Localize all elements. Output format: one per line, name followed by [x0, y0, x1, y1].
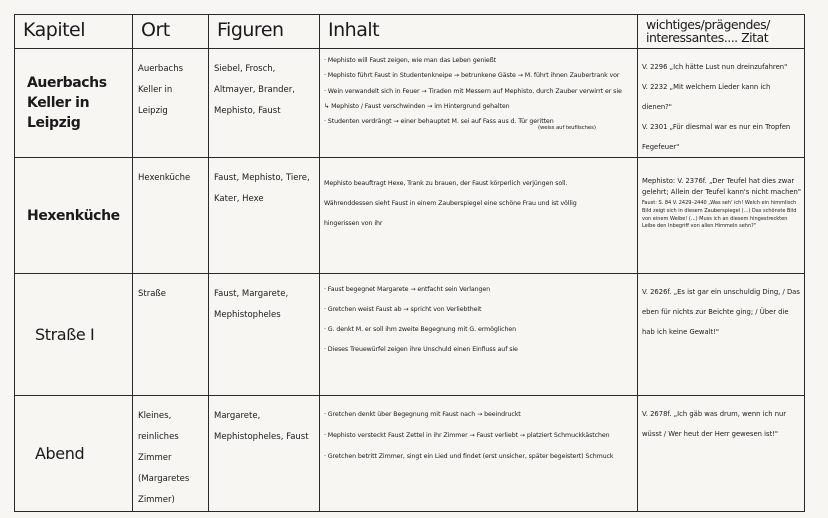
zitat-line: V. 2626f. „Es ist gar ein unschuldig Ding, / Das eben für nichts zur Beichte ging; / Über die hab ich keine Gewalt!" — [642, 288, 800, 336]
zitat-cell — [638, 396, 805, 512]
header-row — [15, 15, 805, 49]
table-row — [15, 396, 805, 512]
inhalt-line: · Wein verwandelt sich in Feuer → Tiraden mit Messern auf Mephisto, durch Zauber verwirrt er sie — [324, 87, 622, 95]
header-zitat-line1: wichtiges/prägendes/ — [646, 17, 770, 32]
zitat-line: V. 2296 „Ich hätte Lust nun dreinzufahren" — [642, 63, 788, 71]
table-row — [15, 158, 805, 274]
header-kapitel: Kapitel — [15, 15, 133, 49]
header-inhalt: Inhalt — [320, 15, 638, 49]
ort-cell: Straße — [133, 274, 209, 396]
inhalt-cell — [320, 396, 638, 512]
ort-cell: Kleines, reinliches Zimmer (Margaretes Zimmer) — [133, 396, 209, 512]
chapter-cell: Hexenküche — [15, 158, 133, 274]
inhalt-line: · Gretchen betritt Zimmer, singt ein Lied und findet (erst unsicher, später begeistert) Schmuck — [324, 453, 614, 460]
inhalt-cell — [320, 274, 638, 396]
zitat-cell — [638, 274, 805, 396]
inhalt-line: Währenddessen sieht Faust in einem Zauberspiegel eine schöne Frau und ist völlig — [324, 200, 577, 207]
inhalt-line: · Mephisto führt Faust in Studentenkneipe → betrunkene Gäste → M. führt ihnen Zaubertrank vor — [324, 72, 620, 80]
overview-table-sheet — [14, 14, 804, 505]
figuren-cell: Margarete, Mephistopheles, Faust — [209, 396, 320, 512]
figuren-cell: Faust, Mephisto, Tiere, Kater, Hexe — [209, 158, 320, 274]
inhalt-line: · Dieses Treuewürfel zeigen ihre Unschuld einen Einfluss auf sie — [324, 346, 518, 353]
inhalt-cell — [320, 49, 638, 158]
zitat-line: V. 2678f. „Ich gäb was drum, wenn ich nur wüsst / Wer heut der Herr gewesen ist!" — [642, 410, 787, 438]
inhalt-line: · G. denkt M. er soll ihm zweite Begegnung mit G. ermöglichen — [324, 326, 517, 333]
inhalt-line: · Gretchen weist Faust ab → spricht von Verliebtheit — [324, 306, 482, 313]
zitat-line: Mephisto: V. 2376f. „Der Teufel hat dies zwar gelehrt; Allein der Teufel kann's nicht machen" — [642, 177, 801, 196]
zitat-line: V. 2301 „Für diesmal war es nur ein Tropfen Fegefeuer" — [642, 123, 791, 151]
overview-table — [14, 14, 805, 512]
inhalt-note: (weiss auf teuflisches) — [538, 125, 596, 132]
inhalt-line: · Faust begegnet Margarete → entfacht sein Verlangen — [324, 286, 491, 293]
table-row — [15, 49, 805, 158]
chapter-cell: Abend — [15, 396, 133, 512]
header-zitat-line2: interessantes.... Zitat — [646, 30, 769, 45]
zitat-cell — [638, 49, 805, 158]
ort-cell: Auerbachs Keller in Leipzig — [133, 49, 209, 158]
zitat-cell — [638, 158, 805, 274]
chapter-cell: Straße I — [15, 274, 133, 396]
chapter-cell: Auerbachs Keller in Leipzig — [15, 49, 133, 158]
inhalt-line: · Mephisto versteckt Faust Zettel in ihr Zimmer → Faust verliebt → platziert Schmuckkästchen — [324, 432, 610, 439]
inhalt-line: ↳ Mephisto / Faust verschwinden → im Hintergrund gehalten — [324, 102, 510, 110]
inhalt-line: · Gretchen denkt über Begegnung mit Faust nach → beeindruckt — [324, 411, 521, 418]
header-figuren: Figuren — [209, 15, 320, 49]
inhalt-line: · Studenten verdrängt → einer behauptet M. sei auf Fass aus d. Tür geritten — [324, 118, 554, 126]
ort-cell: Hexenküche — [133, 158, 209, 274]
zitat-line: V. 2232 „Mit welchem Lieder kann ich dienen?" — [642, 83, 771, 111]
figuren-cell: Siebel, Frosch, Altmayer, Brander, Mephisto, Faust — [209, 49, 320, 158]
header-ort: Ort — [133, 15, 209, 49]
inhalt-line: · Mephisto will Faust zeigen, wie man das Leben genießt — [324, 57, 496, 64]
inhalt-line: hingerissen von ihr — [324, 220, 383, 227]
zitat-line-small: Faust: S. 84 V. 2429–2440 „Was seh' ich! Welch ein himmlisch Bild zeigt sich in diesem Zauberspiegel (...) Das schönste Bild von einem Weibe! (...) Muss ich an diesem hingestreckten Leibe den Inbegriff von allen Himmeln sehn?" — [642, 200, 797, 230]
figuren-cell: Faust, Margarete, Mephistopheles — [209, 274, 320, 396]
header-zitat — [638, 15, 805, 49]
inhalt-line: Mephisto beauftragt Hexe, Trank zu brauen, der Faust körperlich verjüngen soll. — [324, 180, 568, 187]
inhalt-cell — [320, 158, 638, 274]
table-row — [15, 274, 805, 396]
